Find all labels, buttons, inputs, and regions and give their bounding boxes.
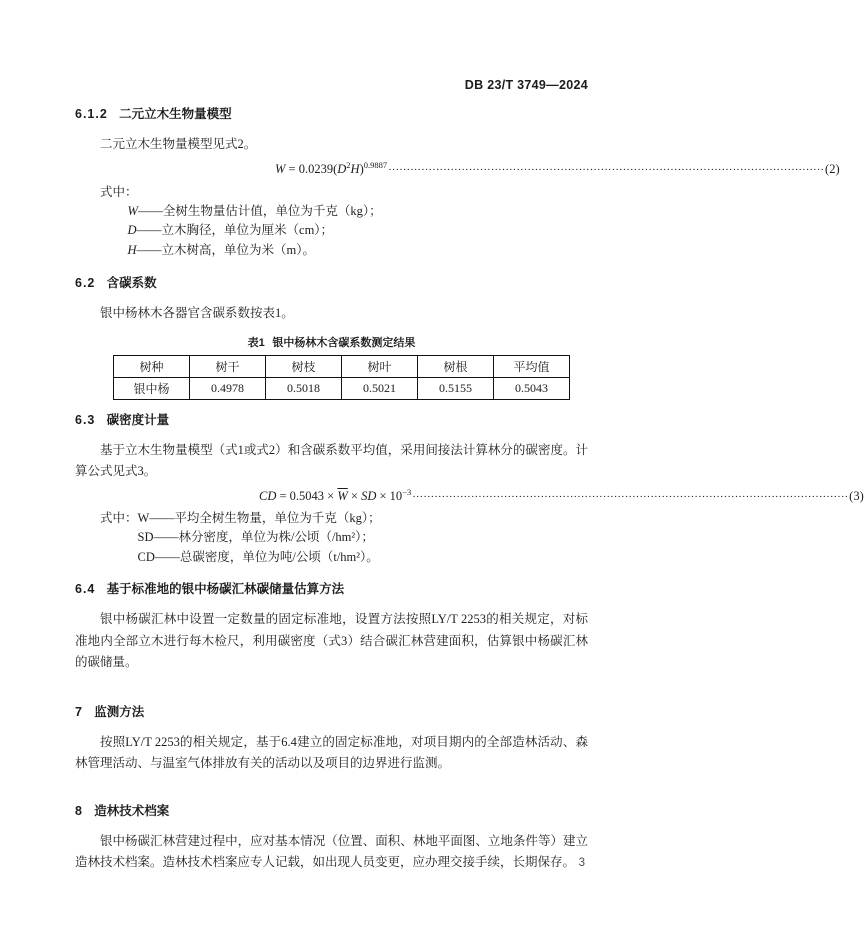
section-number: 6.1.2: [75, 107, 108, 121]
section-heading-6-1-2: [75, 106, 588, 123]
table-1-title: 银中杨林木含碳系数测定结果: [272, 336, 416, 349]
header-cell: 树叶: [342, 355, 418, 377]
dot-leader: ·······················································································································: [412, 490, 849, 503]
paragraph-8: 银中杨碳汇林营建过程中，应对基本情况（位置、面积、林地平面图、立地条件等）建立造林技术档案。造林技术档案应专人记载，如出现人员变更，应办理交接手续，长期保存。: [75, 833, 588, 870]
dot-leader: ·······················································································································: [388, 163, 825, 176]
where-label-612: 式中：: [100, 184, 138, 199]
page-number: 3: [578, 857, 585, 869]
carbon-coefficient-table: [113, 355, 570, 400]
header-cell: 树干: [190, 355, 266, 377]
definition-wbar: 式中：W——平均全树生物量，单位为千克（kg）；: [100, 510, 381, 525]
section-number: 7: [75, 704, 83, 719]
section-title: 基于标准地的银中杨碳汇林碳储量估算方法: [106, 582, 345, 597]
definition-sd: SD——林分密度，单位为株/公顷（/hm²）；: [137, 530, 374, 545]
section-title: 二元立木生物量模型: [119, 107, 232, 121]
definition-h: H——立木树高，单位为米（m）。: [127, 242, 316, 257]
section-heading-7: [75, 704, 588, 721]
section-title: 碳密度计量: [106, 412, 170, 427]
section-number: 6.4: [75, 582, 96, 597]
section-number: 6.2: [75, 276, 96, 291]
table-1-caption: [75, 336, 588, 350]
section-title: 造林技术档案: [94, 803, 170, 818]
section-number: 8: [75, 803, 83, 818]
standard-number: DB 23/T 3749—2024: [464, 78, 588, 92]
definition-d: D——立木胸径，单位为厘米（cm）；: [127, 223, 334, 238]
section-heading-8: [75, 803, 588, 820]
header-cell: 树枝: [266, 355, 342, 377]
data-cell: 0.5018: [266, 377, 342, 399]
formula-2-number: (2): [825, 161, 840, 176]
definition-cd: CD——总碳密度，单位为吨/公顷（t/hm²）。: [137, 549, 379, 564]
header-cell: 平均值: [494, 355, 570, 377]
header-cell: 树种: [114, 355, 190, 377]
formula-2: [75, 159, 840, 177]
section-number: 6.3: [75, 412, 96, 427]
table-1-label: 表1: [247, 336, 265, 349]
formula-3: [75, 486, 864, 504]
formula-3-number: (3): [849, 488, 864, 503]
section-heading-6-4: [75, 581, 588, 598]
paragraph-7: 按照LY/T 2253的相关规定，基于6.4建立的固定标准地，对项目期内的全部造林活动、森林管理活动、与温室气体排放有关的活动以及项目的边界进行监测。: [75, 734, 588, 771]
data-cell: 0.4978: [190, 377, 266, 399]
data-cell: 0.5155: [418, 377, 494, 399]
formula-2-expression: $W = 0.0239(D^2H)^{0.9887}$: [275, 159, 388, 176]
section-title: 监测方法: [94, 704, 145, 719]
header-cell: 树根: [418, 355, 494, 377]
section-heading-6-3: [75, 412, 588, 429]
section-heading-6-2: [75, 275, 588, 292]
paragraph-6-4: 银中杨碳汇林中设置一定数量的固定标准地，设置方法按照LY/T 2253的相关规定，对标准地内全部立木进行每木检尺，利用碳密度（式3）结合碳汇林营建面积，估算银中杨碳汇林的碳储量。: [75, 612, 588, 670]
paragraph-6-1-2-intro: 二元立木生物量模型见式2。: [100, 137, 257, 151]
section-title: 含碳系数: [106, 276, 157, 291]
table-header-row: [114, 355, 570, 377]
table-row: [114, 377, 570, 399]
data-cell: 0.5021: [342, 377, 418, 399]
paragraph-6-2-intro: 银中杨林木各器官含碳系数按表1。: [100, 306, 294, 321]
paragraph-6-3-intro: 基于立木生物量模型（式1或式2）和含碳系数平均值，采用间接法计算林分的碳密度。计算公式见式3。: [75, 442, 588, 479]
definition-w: W——全树生物量估计值，单位为千克（kg）；: [127, 203, 382, 218]
data-cell: 0.5043: [494, 377, 570, 399]
formula-3-expression: CD = $0.5043 \times \overline{W}$ × SD × $10^{-3}$: [259, 486, 412, 503]
data-cell: 银中杨: [114, 377, 190, 399]
